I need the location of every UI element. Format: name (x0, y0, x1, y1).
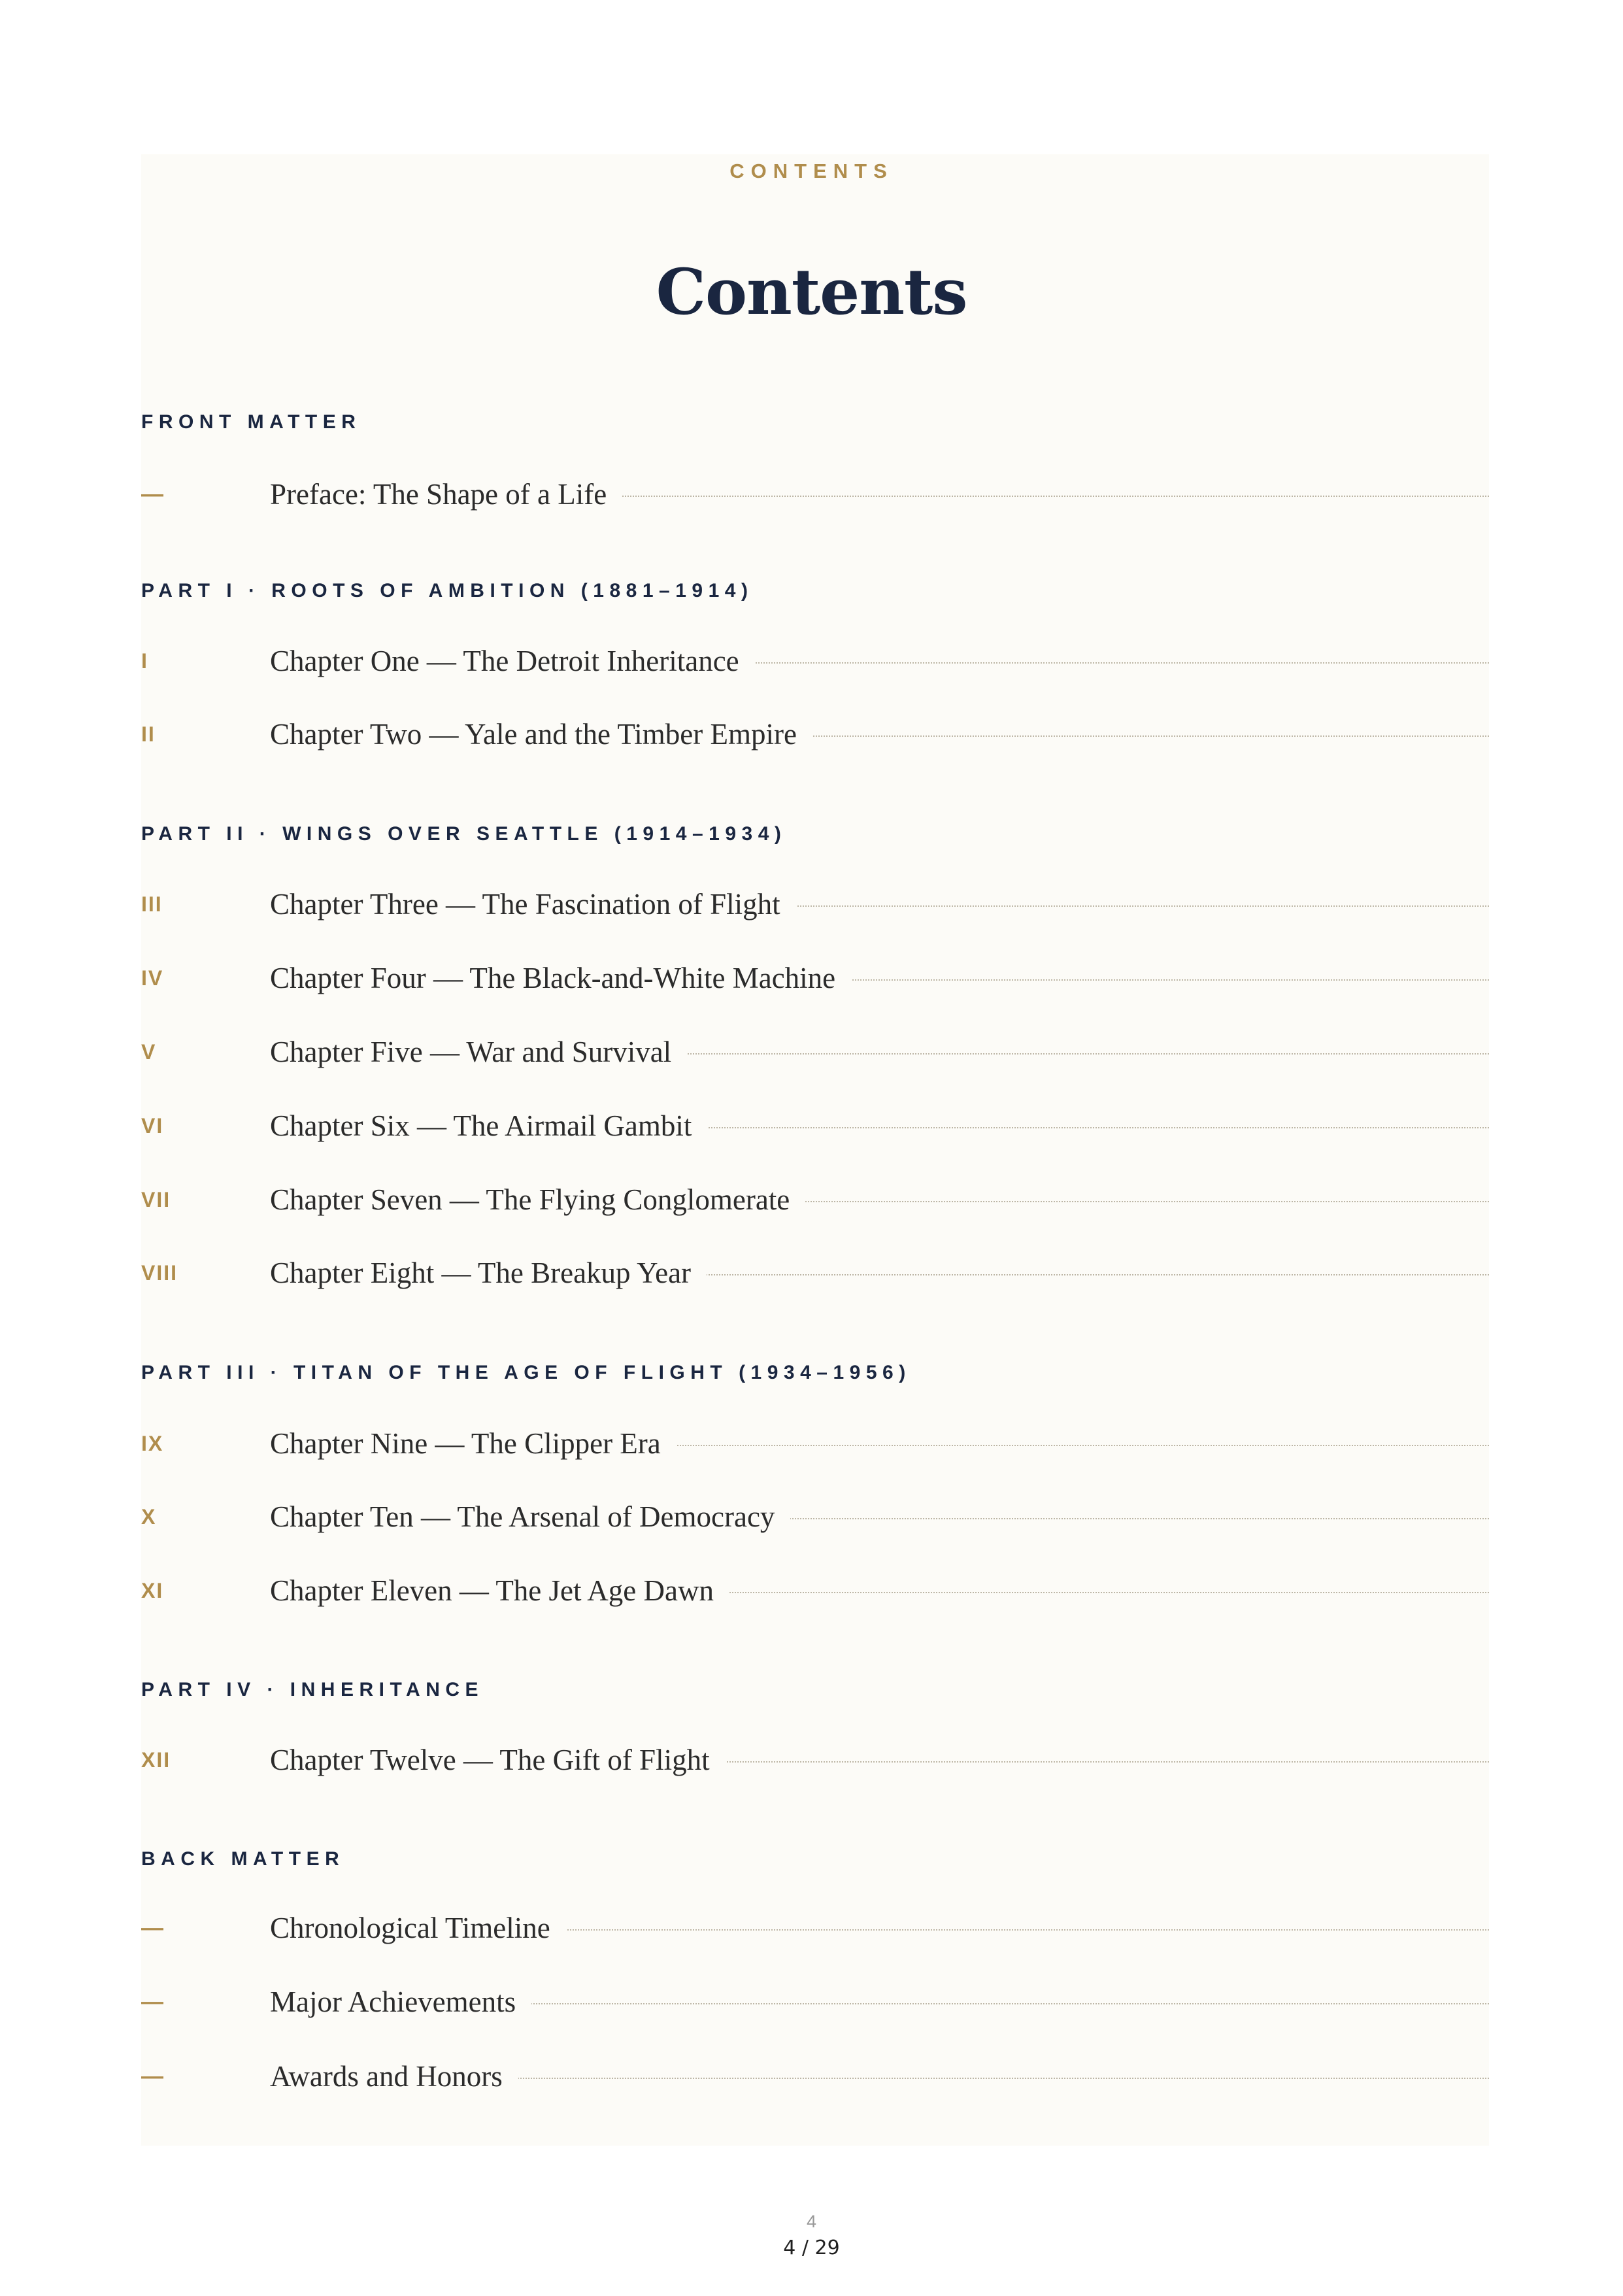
entry-numeral: VI (141, 1113, 164, 1138)
entry-title[interactable]: Awards and Honors (270, 2058, 518, 2095)
entry-numeral: III (141, 892, 163, 916)
entry-numeral: V (141, 1039, 157, 1064)
toc-entry-awards[interactable] (141, 2058, 1489, 2095)
entry-numeral: XII (141, 1747, 171, 1772)
running-header: CONTENTS (729, 160, 894, 182)
toc-entry-chapter-8[interactable] (141, 1255, 1489, 1291)
entry-title[interactable]: Chapter Four — The Black-and-White Machine (270, 960, 851, 996)
toc-entry-preface[interactable] (141, 476, 1489, 513)
entry-title[interactable]: Chapter Eight — The Breakup Year (270, 1255, 707, 1291)
entry-numeral: VIII (141, 1260, 178, 1285)
toc-entry-chapter-3[interactable] (141, 886, 1489, 922)
section-heading-part-1: PART I · ROOTS OF AMBITION (1881–1914) (141, 580, 754, 601)
page-counter: 4 / 29 (783, 2237, 840, 2259)
entry-title[interactable]: Chapter Nine — The Clipper Era (270, 1425, 677, 1462)
section-heading-part-3: PART III · TITAN OF THE AGE OF FLIGHT (1934–1956) (141, 1362, 911, 1383)
entry-title[interactable]: Chapter Three — The Fascination of Flight (270, 886, 796, 922)
toc-entry-achievements[interactable] (141, 1984, 1489, 2020)
table-of-contents (141, 0, 1489, 2296)
entry-title[interactable]: Chapter Six — The Airmail Gambit (270, 1107, 707, 1144)
page-number: 4 (806, 2212, 817, 2231)
toc-entry-chapter-9[interactable] (141, 1425, 1489, 1462)
entry-numeral: VII (141, 1187, 171, 1211)
entry-title[interactable]: Chronological Timeline (270, 1910, 566, 1946)
entry-numeral: X (141, 1504, 157, 1528)
toc-entry-chapter-10[interactable] (141, 1498, 1489, 1535)
entry-title[interactable]: Chapter Twelve — The Gift of Flight (270, 1742, 726, 1778)
section-heading-part-2: PART II · WINGS OVER SEATTLE (1914–1934) (141, 823, 787, 845)
toc-entry-chapter-12[interactable] (141, 1742, 1489, 1778)
entry-numeral: IX (141, 1431, 164, 1455)
entry-marker: — (141, 481, 165, 507)
entry-title[interactable]: Chapter One — The Detroit Inheritance (270, 643, 755, 679)
section-heading-front-matter: FRONT MATTER (141, 411, 361, 433)
section-heading-part-4: PART IV · INHERITANCE (141, 1679, 484, 1700)
toc-entry-timeline[interactable] (141, 1910, 1489, 1946)
entry-numeral: XI (141, 1578, 164, 1602)
entry-title[interactable]: Chapter Two — Yale and the Timber Empire (270, 716, 812, 752)
entry-marker: — (141, 1989, 165, 2014)
entry-numeral: II (141, 722, 156, 746)
toc-entry-chapter-4[interactable] (141, 960, 1489, 996)
toc-entry-chapter-5[interactable] (141, 1034, 1489, 1070)
entry-numeral: I (141, 649, 148, 673)
section-heading-back-matter: BACK MATTER (141, 1848, 345, 1870)
entry-title[interactable]: Preface: The Shape of a Life (270, 476, 622, 513)
entry-marker: — (141, 2063, 165, 2089)
entry-title[interactable]: Major Achievements (270, 1984, 531, 2020)
toc-entry-chapter-6[interactable] (141, 1107, 1489, 1144)
toc-entry-chapter-1[interactable] (141, 643, 1489, 679)
page-title: Contents (656, 255, 967, 329)
toc-entry-chapter-11[interactable] (141, 1572, 1489, 1609)
entry-numeral: IV (141, 966, 164, 990)
entry-title[interactable]: Chapter Five — War and Survival (270, 1034, 687, 1070)
toc-entry-chapter-2[interactable] (141, 716, 1489, 752)
entry-title[interactable]: Chapter Eleven — The Jet Age Dawn (270, 1572, 729, 1609)
toc-entry-chapter-7[interactable] (141, 1181, 1489, 1218)
entry-marker: — (141, 1915, 165, 1940)
entry-title[interactable]: Chapter Ten — The Arsenal of Democracy (270, 1498, 790, 1535)
entry-title[interactable]: Chapter Seven — The Flying Conglomerate (270, 1181, 805, 1218)
